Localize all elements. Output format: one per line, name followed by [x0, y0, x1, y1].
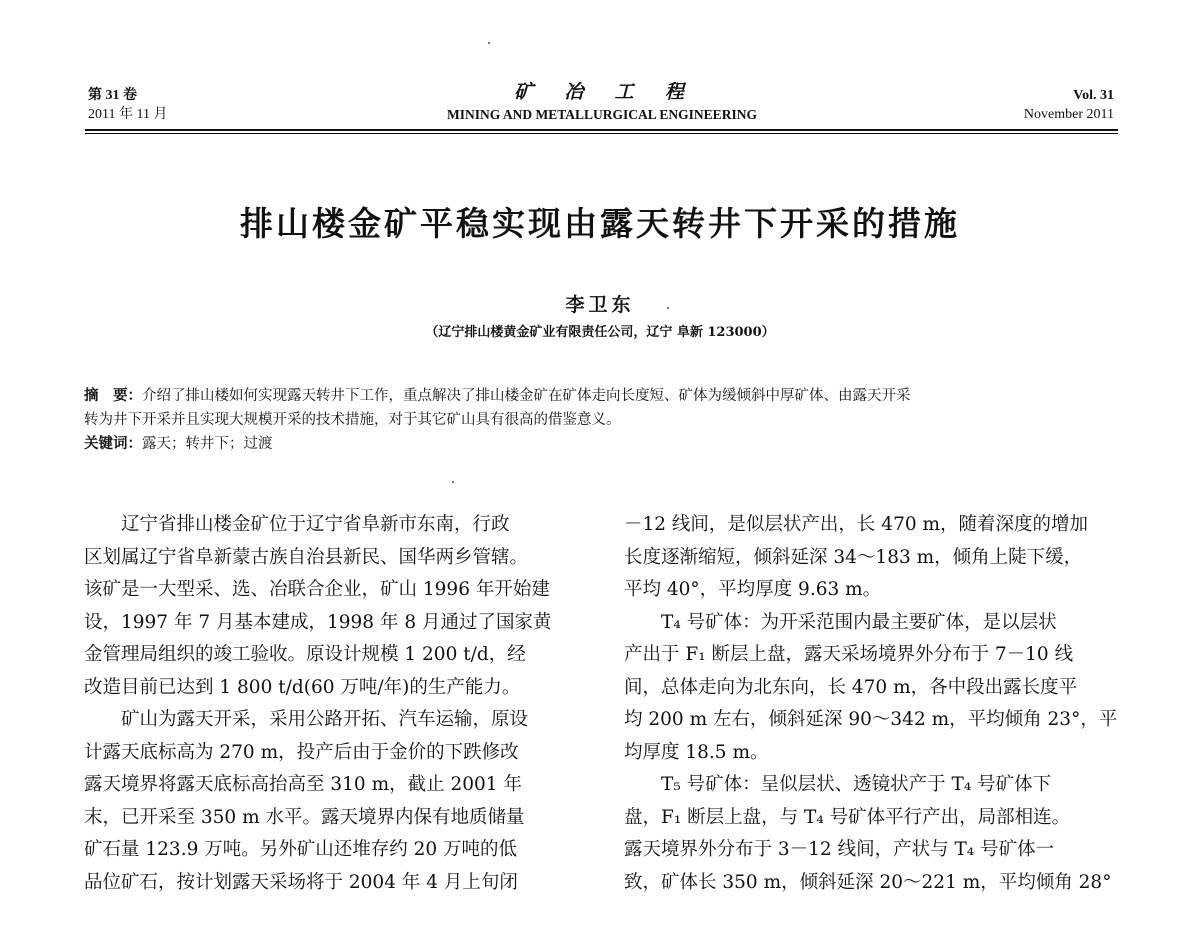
body-line: 计露天底标高为 270 m，投产后由于金价的下跌修改: [84, 741, 519, 763]
body-line: T₄ 号矿体：为开采范围内最主要矿体，是以层状: [661, 611, 1057, 633]
body-right-column: [624, 509, 1124, 899]
abstract-label: 摘 要：: [84, 387, 142, 404]
issue-date-cn: 2011 年 11 月: [88, 107, 168, 122]
body-line: 末，已开采至 350 m 水平。露天境界内保有地质储量: [84, 806, 525, 828]
journal-header: [430, 80, 774, 123]
issue-date-en: November 2011: [1023, 107, 1114, 122]
scan-speck: [452, 481, 454, 483]
body-line: 均厚度 18.5 m。: [624, 741, 769, 763]
affiliation: （辽宁排山楼黄金矿业有限责任公司，辽宁 阜新 123000）: [425, 325, 775, 340]
body-line: －12 线间，是似层状产出，长 470 m，随着深度的增加: [624, 514, 1089, 535]
body-line: T₅ 号矿体：呈似层状、透镜状产于 T₄ 号矿体下: [661, 774, 1052, 795]
volume-label: 第 31 卷: [88, 88, 137, 103]
keywords-line: [84, 432, 1124, 456]
body-line: 间，总体走向为北东向，长 470 m，各中段出露长度平: [624, 676, 1078, 698]
body-line: 露天境界外分布于 3－12 线间，产状与 T₄ 号矿体一: [624, 839, 1055, 860]
scan-speck: [488, 42, 490, 44]
body-line: 平均 40°，平均厚度 9.63 m。: [624, 579, 882, 600]
body-line: 均 200 m 左右，倾斜延深 90～342 m，平均倾角 23°，平: [624, 709, 1118, 730]
body-line: 致，矿体长 350 m，倾斜延深 20～221 m，平均倾角 28°: [624, 871, 1112, 893]
journal-title-en: MINING AND METALLURGICAL ENGINEERING: [447, 107, 757, 122]
body-line: 长度逐渐缩短，倾斜延深 34～183 m，倾角上陡下缓，: [624, 546, 1083, 568]
body-line: 品位矿石，按计划露天采场将于 2004 年 4 月上旬闭: [84, 871, 518, 893]
body-line: 露天境界将露天底标高抬高至 310 m，截止 2001 年: [84, 774, 522, 795]
volume-en: Vol. 31: [1073, 88, 1114, 103]
abstract-line-2: 转为井下开采并且实现大规模开采的技术措施，对于其它矿山具有很高的借鉴意义。: [84, 412, 621, 428]
body-line: 改造目前已达到 1 800 t/d(60 万吨/年)的生产能力。: [84, 676, 521, 698]
article-title: 排山楼金矿平稳实现由露天转井下开采的措施: [240, 204, 960, 243]
body-line: 金管理局组织的竣工验收。原设计规模 1 200 t/d，经: [84, 644, 526, 665]
author: 李卫东: [565, 294, 635, 316]
header-rule-thin: [85, 133, 1118, 134]
body-line: 矿石量 123.9 万吨。另外矿山还堆存约 20 万吨的低: [84, 839, 518, 860]
journal-title-cn: 矿 冶 工 程: [514, 81, 690, 103]
keywords-label: 关键词：: [84, 435, 142, 452]
abstract-text: 介绍了排山楼如何实现露天转井下工作，重点解决了排山楼金矿在矿体走向长度短、矿体为缓倾斜中厚矿体、由露天开采: [142, 388, 911, 404]
body-left-column: [84, 509, 584, 899]
body-line: 区划属辽宁省阜新蒙古族自治县新民、国华两乡管辖。: [84, 546, 529, 568]
body-line: 该矿是一大型采、选、冶联合企业，矿山 1996 年开始建: [84, 579, 550, 600]
body-line: 辽宁省排山楼金矿位于辽宁省阜新市东南，行政: [121, 514, 510, 535]
abstract: [84, 384, 1124, 456]
header-rule: [85, 129, 1118, 131]
keywords-text: 露天；转井下；过渡: [142, 436, 273, 452]
body-line: 盘，F₁ 断层上盘，与 T₄ 号矿体平行产出，局部相连。: [624, 806, 1071, 828]
body-line: 产出于 F₁ 断层上盘，露天采场境界外分布于 7－10 线: [624, 644, 1074, 665]
body-line: 设，1997 年 7 月基本建成，1998 年 8 月通过了国家黄: [84, 611, 552, 633]
abstract-line-1: [84, 384, 1124, 408]
body-line: 矿山为露天开采，采用公路开拓、汽车运输，原设: [121, 709, 529, 730]
